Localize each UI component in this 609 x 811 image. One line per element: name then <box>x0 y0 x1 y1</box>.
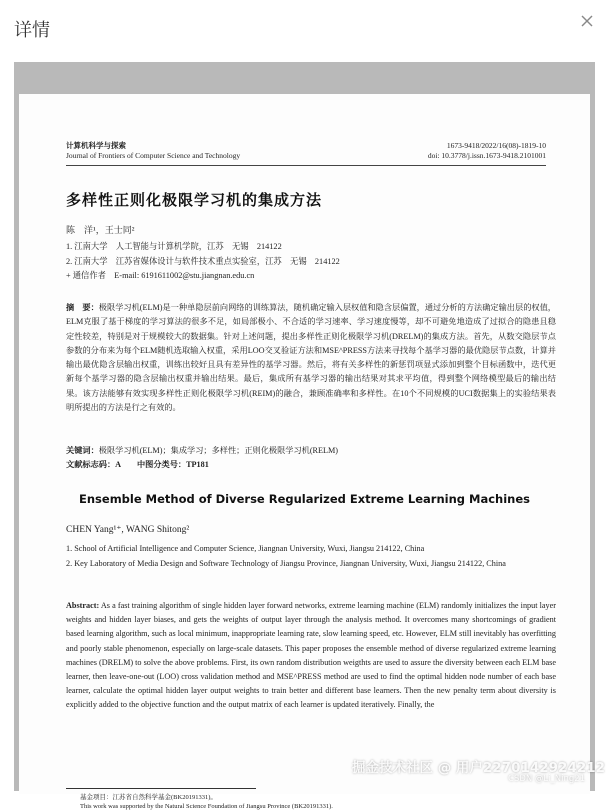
keywords-block-cn <box>66 444 556 473</box>
abstract-cn-label: 摘 要： <box>66 303 99 312</box>
header-rule <box>66 165 546 166</box>
close-button[interactable] <box>576 10 598 32</box>
authors-en: CHEN Yang¹⁺, WANG Shitong² <box>66 525 190 535</box>
journal-name-cn: 计算机科学与探索 <box>66 141 126 150</box>
keywords-cn-text: 极限学习机(ELM)；集成学习；多样性；正则化极限学习机(RELM) <box>98 446 339 455</box>
footnote-en: This work was supported by the Natural Science Foundation of Jiangsu Province (BK20191331). <box>80 803 333 810</box>
journal-header-right <box>428 141 546 161</box>
csdn-watermark: CSDN @Li_Ning21 <box>508 774 586 784</box>
abstract-en-label: Abstract: <box>66 601 100 610</box>
footnote <box>80 793 333 811</box>
abstract-en <box>66 599 556 713</box>
doi-line: doi: 10.3778/j.issn.1673-9418.2101001 <box>427 151 546 160</box>
paper-page <box>19 94 590 810</box>
corresponding-author: + 通信作者 E-mail: 6191611002@stu.jiangnan.edu.cn <box>66 271 255 280</box>
abstract-cn <box>66 301 556 415</box>
affiliation-en-1: 1. School of Artificial Intelligence and Computer Science, Jiangnan University, Wuxi, Jiangsu 214122, China <box>66 544 425 553</box>
issn-line: 1673-9418/2022/16(08)-1819-10 <box>446 141 546 150</box>
paper-title-cn: 多样性正则化极限学习机的集成方法 <box>66 191 323 209</box>
affiliations-cn <box>66 240 340 284</box>
classification-cn: 文献标志码：A 中图分类号：TP181 <box>66 460 209 470</box>
juejin-watermark: 掘金技术社区 @ 用户2270142924212 <box>352 760 606 776</box>
abstract-en-text: As a fast training algorithm of single hidden layer forward networks, extreme learning machine (ELM) randomly initializes the input layer weights and hidden layer biases, and gets the weights of output layer through the analysis method. It overcomes many shortcomings of gradient based learning algorithm, such as local minimum, inappropriate learning rate, slow learning speed, etc. However, ELM still inevitably has overfitting and poorly stable phenomenon, especially on large-scale datasets. This paper proposes the ensemble method of diverse regularized extreme learning machines (DRELM) to solve the above problems. First, its own random distribution weigthts are used to assure the diversity between each ELM base learner, then leave-one-out (LOO) cross validation method and MSE^PRESS method are used to find the optimal hidden node number of each base learner, calculate the optimal hidden layer output weights to train better and different base learners. Then the new penalty term about diversity is explicitly added to the objective function and the output matrix of each learner is updated iteratively. Finally, the <box>66 601 556 710</box>
affiliations-en <box>66 541 556 571</box>
close-icon <box>576 10 598 32</box>
journal-header-left <box>66 141 240 161</box>
document-viewer[interactable] <box>14 62 595 810</box>
authors-cn: 陈 洋¹，王士同² <box>66 225 135 235</box>
affiliation-cn-2: 2. 江南大学 江苏省媒体设计与软件技术重点实验室，江苏 无锡 214122 <box>66 256 340 266</box>
affiliation-en-2: 2. Key Laboratory of Media Design and Software Technology of Jiangsu Province, Jiangnan University, Wuxi, Jiangsu 214122, China <box>66 559 506 568</box>
journal-name-en: Journal of Frontiers of Computer Science and Technology <box>66 151 241 160</box>
keywords-cn-label: 关键词： <box>66 446 99 455</box>
footnote-rule <box>66 788 256 789</box>
paper-title-en: Ensemble Method of Diverse Regularized Extreme Learning Machines <box>79 492 530 506</box>
footnote-cn: 基金项目：江苏省自然科学基金(BK20191331)。 <box>80 794 217 801</box>
affiliation-cn-1: 1. 江南大学 人工智能与计算机学院，江苏 无锡 214122 <box>66 242 282 251</box>
dialog-header <box>0 0 609 60</box>
dialog-title: 详情 <box>14 20 50 41</box>
abstract-cn-text: 极限学习机(ELM)是一种单隐层前向网络的训练算法，随机确定输入层权值和隐含层偏置，通过分析的方法确定输出层的权值，ELM克服了基于梯度的学习算法的很多不足，如局部极小、不合适的学习速率、学习速度慢等，却不可避免地造成了过拟合的隐患且稳定性较差，特别是对于规模较大的数据集。针对上述问题，提出多样性正则化极限学习机(DRELM)的集成方法。首先，从数交隐层节点参数的分布来为每个ELM随机选取输入权重，采用LOO交叉验证方法和MSE^PRESS方法来寻找每个基学习器的最优隐层节点数，计算并输出最优隐含层输出权重，训练出较好且具有差异性的基学习器。然后，将有关多样性的新惩罚项显式添加到整个目标函数中，迭代更新每个基学习器的隐含层输出权重并输出结果。最后，集成所有基学习器的输出结果对其求平均值，得到整个网络模型最后的输出结果。该方法能够有效实现多样性正则化极限学习机(REIM)的融合，兼顾准确率和多样性。在10个不同规模的UCI数据集上的实验结果表明所提出的方法是行之有效的。 <box>66 303 556 413</box>
